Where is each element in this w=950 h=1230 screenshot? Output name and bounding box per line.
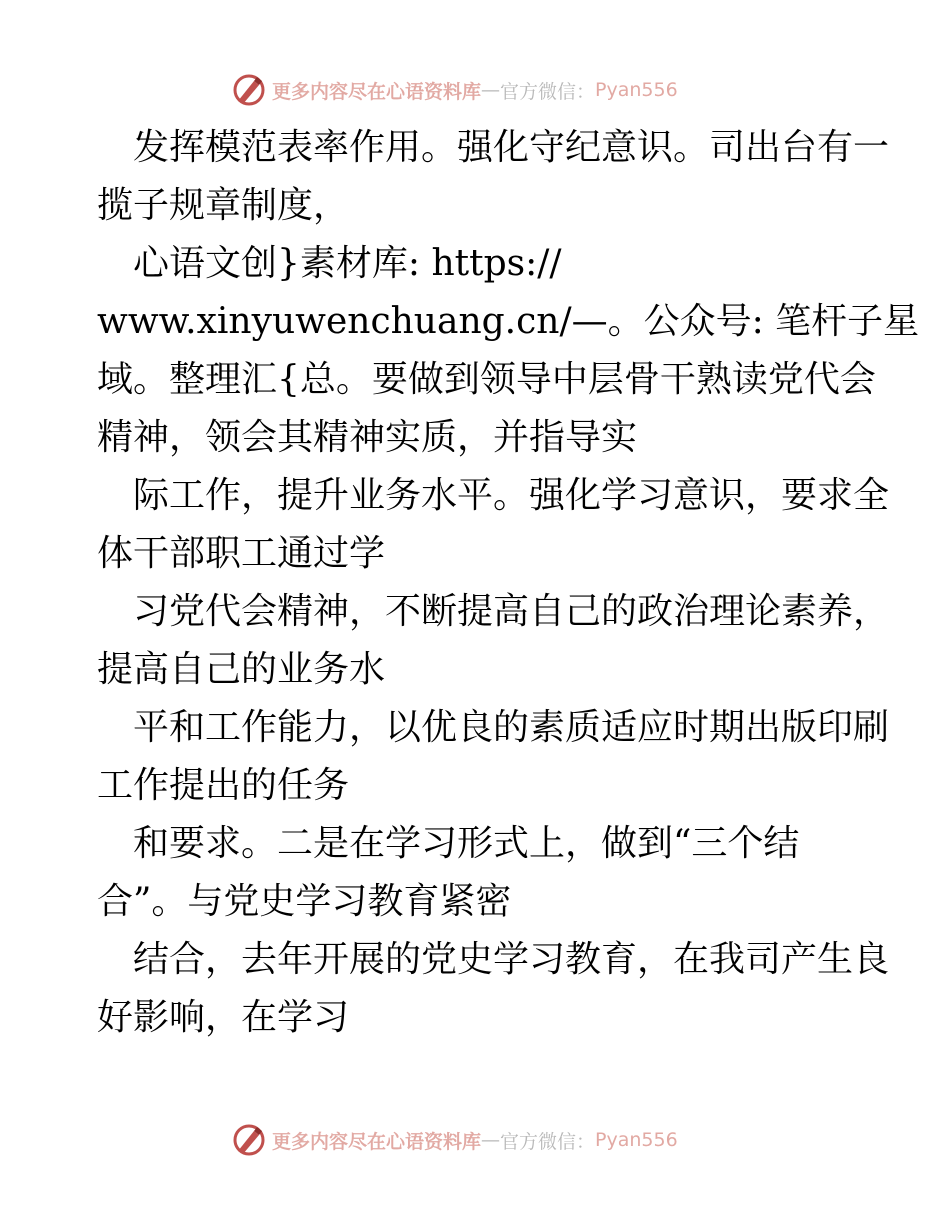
text-line: 工作提出的任务 (97, 765, 350, 806)
header-banner (232, 70, 678, 110)
text-line: 好影响，在学习 (97, 997, 350, 1038)
pen-in-circle-icon (232, 1123, 266, 1157)
pen-in-circle-icon (232, 73, 266, 107)
banner-wechat-label: 官方微信： (500, 1130, 596, 1153)
banner-title: 更多内容尽在心语资料库 (272, 1130, 482, 1153)
text-line: www.xinyuwenchuang.cn/—。公众号: 笔杆子星 (97, 301, 920, 342)
banner-wechat-id: Pyan556 (595, 79, 678, 101)
text-line: 际工作，提升业务水平。强化学习意识，要求全 (133, 475, 890, 516)
text-line: 合”。与党史学习教育紧密 (97, 881, 512, 922)
banner-wechat-label: 官方微信： (500, 80, 596, 103)
banner-separator: — (481, 79, 501, 101)
text-line: 和要求。二是在学习形式上，做到“三个结 (133, 823, 800, 864)
banner-wechat-id: Pyan556 (595, 1129, 678, 1151)
banner-separator: — (481, 1129, 501, 1151)
text-line: 提高自己的业务水 (97, 649, 386, 690)
text-line: 结合，去年开展的党史学习教育，在我司产生良 (133, 939, 890, 980)
text-line: 心语文创}素材库: https:// (133, 243, 562, 284)
text-line: 体干部职工通过学 (97, 533, 386, 574)
footer-banner (232, 1120, 678, 1160)
text-line: 域。整理汇{总。要做到领导中层骨干熟读党代会 (97, 359, 876, 400)
text-line: 习党代会精神，不断提高自己的政治理论素养， (133, 591, 890, 632)
banner-title: 更多内容尽在心语资料库 (272, 80, 482, 103)
text-line: 揽子规章制度， (97, 185, 350, 226)
text-line: 平和工作能力，以优良的素质适应时期出版印刷 (133, 707, 890, 748)
text-line: 发挥模范表率作用。强化守纪意识。司出台有一 (133, 127, 890, 168)
text-line: 精神，领会其精神实质，并指导实 (97, 417, 638, 458)
